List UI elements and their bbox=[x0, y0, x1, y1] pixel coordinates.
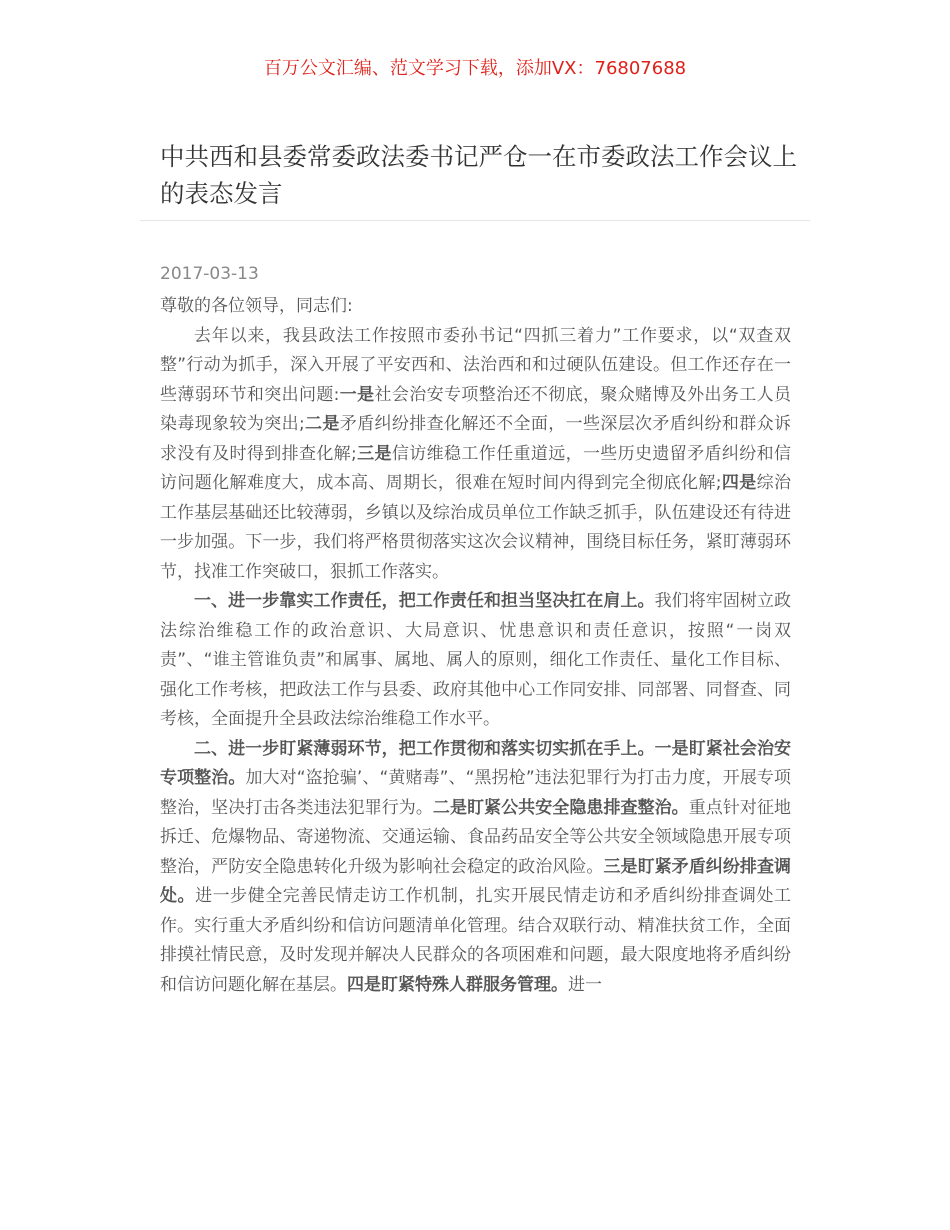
section-1-heading: 一、进一步靠实工作责任，把工作责任和担当坚决扛在肩上。 bbox=[194, 591, 655, 611]
promo-banner: 百万公文汇编、范文学习下载，添加VX：76807688 bbox=[263, 58, 687, 79]
section-2-text-4: 进一 bbox=[568, 974, 602, 995]
section-2-point-3: 三是盯紧矛盾纠纷排查调处。 bbox=[160, 856, 792, 906]
section-2-point-4: 四是盯紧特殊人群服务管理。 bbox=[347, 974, 568, 995]
section-2-heading: 二、进一步盯紧薄弱环节，把工作贯彻和落实切实抓在手上。 bbox=[194, 738, 655, 759]
intro-text-2: 社会治安专项整治还不彻底，聚众赌博及外出务工人员染毒现象较为突出; bbox=[160, 384, 792, 434]
section-2-point-1: 一是盯紧社会治安专项整治。 bbox=[160, 738, 792, 788]
intro-point-3: 三是 bbox=[356, 443, 392, 464]
section-2-text-1: 加大对“盗抢骗’、“黄赌毒”、“黑拐枪”违法犯罪行为打击力度，开展专项整治，坚决打击各类违法犯罪行为。 bbox=[160, 768, 791, 818]
paragraph-intro bbox=[160, 322, 791, 588]
paragraph-section-2 bbox=[160, 735, 791, 1001]
greeting: 尊敬的各位领导，同志们: bbox=[160, 296, 353, 316]
intro-text-3: 矛盾纠纷排查化解还不全面，一些深层次矛盾纠纷和群众诉求没有及时得到排查化解; bbox=[160, 414, 792, 464]
intro-text-5: 综治工作基层基础还比较薄弱，乡镇以及综治成员单位工作缺乏抓手，队伍建设还有待进一步加强。下一步，我们将严格贯彻落实这次会议精神，围绕目标任务，紧盯薄弱环节，找准工作突破口，狠抓工作落实。 bbox=[160, 473, 792, 582]
section-2-text-2: 重点针对征地拆迁、危爆物品、寄递物流、交通运输、食品药品安全等公共安全领域隐患开展专项整治，严防安全隐患转化升级为影响社会稳定的政治风险。 bbox=[160, 797, 792, 877]
article-date: 2017-03-13 bbox=[160, 264, 259, 284]
title-divider bbox=[140, 220, 810, 221]
section-1-text: 我们将牢固树立政法综治维稳工作的政治意识、大局意识、忧患意识和责任意识，按照“一岗双责”、“谁主管谁负责”和属事、属地、属人的原则，细化工作责任、量化工作目标、强化工作考核，把政法工作与县委、政府其他中心工作同安排、同部署、同督查、同考核，全面提升全县政法综治维稳工作水平。 bbox=[160, 591, 792, 729]
intro-point-4: 四是 bbox=[721, 473, 757, 493]
article-body bbox=[160, 292, 791, 1000]
intro-text-4: 信访维稳工作任重道远，一些历史遗留矛盾纠纷和信访问题化解难度大，成本高、周期长，很难在短时间内得到完全彻底化解; bbox=[160, 443, 791, 493]
section-2-point-2: 二是盯紧公共安全隐患排查整治。 bbox=[432, 797, 689, 818]
section-2-text-3: 进一步健全完善民情走访工作机制，扎实开展民情走访和矛盾纠纷排查调处工作。实行重大矛盾纠纷和信访问题清单化管理。结合双联行动、精准扶贫工作，全面排摸社情民意，及时发现并解决人民群众的各项困难和问题，最大限度地将矛盾纠纷和信访问题化解在基层。 bbox=[160, 886, 792, 995]
intro-text-1: 去年以来，我县政法工作按照市委孙书记“四抓三着力”工作要求，以“双查双整”行动为抓手，深入开展了平安西和、法治西和和过硬队伍建设。但工作还存在一些薄弱环节和突出问题: bbox=[160, 325, 791, 405]
intro-point-1: 一是 bbox=[339, 384, 375, 405]
paragraph-section-1 bbox=[160, 587, 791, 735]
intro-point-2: 二是 bbox=[304, 414, 340, 434]
article-title: 中共西和县委常委政法委书记严仓一在市委政法工作会议上的表态发言 bbox=[160, 142, 797, 208]
